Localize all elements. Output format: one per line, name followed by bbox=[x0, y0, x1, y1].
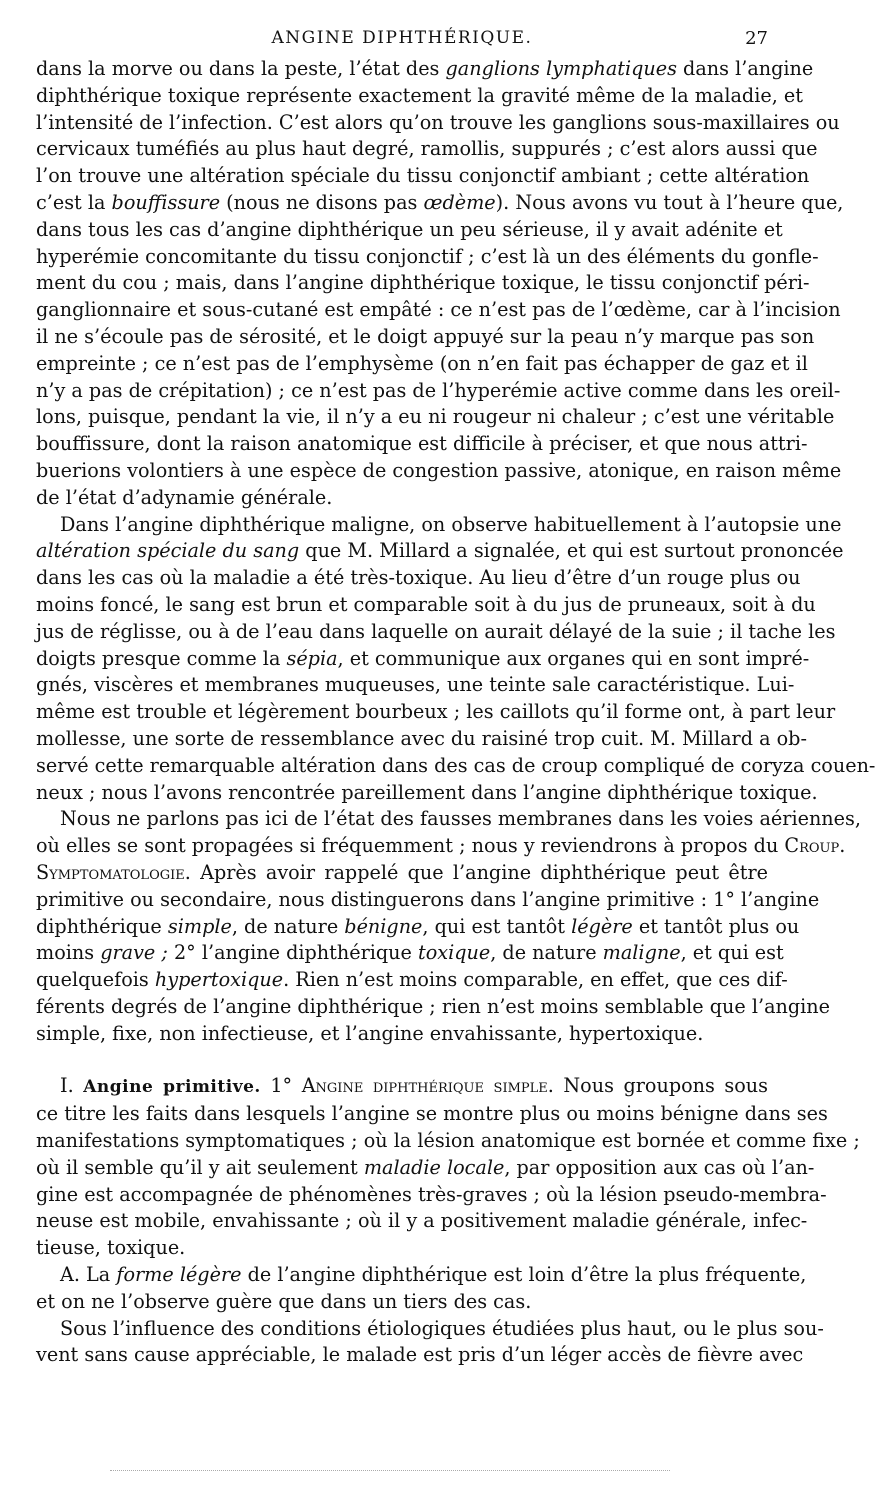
small-caps-term: Symptomatologie bbox=[36, 860, 185, 884]
italic-term: toxique bbox=[418, 941, 491, 965]
text-line bbox=[36, 217, 783, 244]
text-run: 1° bbox=[260, 1074, 302, 1098]
text-run: doigts presque comme la bbox=[36, 646, 287, 670]
text-run: dans les cas où la maladie a été très-toxique. Au lieu d’être d’un rouge plus ou bbox=[36, 566, 801, 590]
text-line bbox=[36, 994, 831, 1021]
text-run: dans l’angine bbox=[676, 57, 814, 80]
small-caps-term: Croup bbox=[784, 834, 840, 858]
text-line bbox=[36, 431, 808, 458]
text-line bbox=[36, 136, 818, 163]
text-run: , qui est tantôt bbox=[422, 914, 572, 938]
text-line bbox=[36, 914, 800, 941]
running-header bbox=[36, 26, 768, 56]
text-line bbox=[36, 1342, 804, 1369]
text-run: jus de réglisse, ou à de l’eau dans laquelle on aurait délayé de la suie ; il tache les bbox=[36, 619, 836, 643]
italic-term: œdème bbox=[423, 190, 496, 214]
text-line bbox=[36, 351, 808, 378]
text-run: ). Nous avons vu tout à l’heure que, bbox=[495, 190, 844, 214]
text-line bbox=[36, 324, 815, 351]
text-run: manifestations symptomatiques ; où la lésion anatomique est bornée et comme fixe ; bbox=[36, 1129, 860, 1153]
text-run: c’est la bbox=[36, 190, 112, 214]
text-run: n’y a pas de crépitation) ; ce n’est pas de l’hyperémie active comme dans les oreil- bbox=[36, 378, 841, 402]
text-line bbox=[36, 780, 818, 807]
text-line bbox=[36, 699, 836, 726]
text-line bbox=[36, 1235, 768, 1262]
text-line bbox=[36, 967, 788, 994]
text-run: ganglionnaire et sous-cutané est empâté : ce n’est pas de l’œdème, car à l’incision bbox=[36, 298, 841, 322]
text-run: férents degrés de l’angine diphthérique ; rien n’est moins semblable que l’angine bbox=[36, 994, 831, 1018]
text-run: de l’angine diphthérique est loin d’être la plus fréquente, bbox=[241, 1263, 807, 1287]
text-run: diphthérique bbox=[36, 914, 168, 938]
text-run: neuse est mobile, envahissante ; où il y a positivement maladie générale, infec- bbox=[36, 1209, 808, 1233]
text-line bbox=[36, 1316, 824, 1343]
text-run: gnés, viscères et membranes muqueuses, une teinte sale caractéristique. Lui- bbox=[36, 673, 795, 697]
paragraph-primary-angina bbox=[36, 1073, 860, 1262]
text-run: et on ne l’observe guère que dans un tiers des cas. bbox=[36, 1289, 532, 1313]
text-line bbox=[36, 619, 836, 646]
text-run: dans tous les cas d’angine diphthérique un peu sérieuse, il y avait adénite et bbox=[36, 217, 783, 241]
text-line bbox=[36, 56, 814, 83]
italic-term: hypertoxique bbox=[154, 968, 284, 992]
text-run: même est trouble et légèrement bourbeux ; les caillots qu’il forme ont, à part leur bbox=[36, 700, 836, 724]
italic-term: forme légère bbox=[116, 1263, 242, 1287]
text-line bbox=[36, 163, 810, 190]
text-run: bouffissure, dont la raison anatomique est difficile à préciser, et que nous attri- bbox=[36, 432, 808, 456]
text-run: empreinte ; ce n’est pas de l’emphysème (on n’en fait pas échapper de gaz et il bbox=[36, 351, 808, 375]
text-run: . bbox=[839, 834, 846, 858]
text-line bbox=[36, 110, 840, 137]
paragraph-light-form bbox=[36, 1262, 807, 1316]
text-run: . Nous groupons sous bbox=[547, 1074, 769, 1098]
text-line bbox=[36, 1021, 768, 1048]
text-run: où elles se sont propagées si fréquemment ; nous y reviendrons à propos du bbox=[36, 834, 785, 858]
text-line bbox=[36, 887, 820, 914]
section-heading: Angine primitive. bbox=[83, 1077, 261, 1098]
paragraph-symptomatology bbox=[36, 860, 831, 1048]
text-line bbox=[36, 646, 810, 673]
section-gap bbox=[36, 1047, 768, 1073]
text-line bbox=[36, 940, 784, 967]
text-line bbox=[36, 512, 842, 539]
text-line bbox=[36, 726, 807, 753]
text-run: quelquefois bbox=[36, 968, 155, 992]
text-line bbox=[36, 538, 844, 565]
text-line bbox=[36, 485, 768, 512]
text-line bbox=[36, 190, 844, 217]
text-run: I. bbox=[60, 1074, 84, 1098]
text-run: dans la morve ou dans la peste, l’état des bbox=[36, 57, 446, 80]
text-line bbox=[36, 672, 795, 699]
text-line bbox=[36, 83, 803, 110]
text-run: vent sans cause appréciable, le malade est pris d’un léger accès de fièvre avec bbox=[36, 1343, 804, 1367]
text-run: gine est accompagnée de phénomènes très-graves ; où la lésion pseudo-membra- bbox=[36, 1182, 827, 1206]
text-line bbox=[36, 1182, 827, 1209]
italic-term: altération spéciale du sang bbox=[36, 539, 300, 563]
text-run: mollesse, une sorte de ressemblance avec du raisiné trop cuit. M. Millard a ob- bbox=[36, 726, 807, 750]
page-bottom-marks bbox=[110, 1470, 670, 1473]
text-run: 2° l’angine diphthérique bbox=[167, 941, 418, 965]
text-run: , et communique aux organes qui en sont impré- bbox=[337, 646, 810, 670]
running-title: ANGINE DIPHTHÉRIQUE. bbox=[271, 28, 533, 48]
text-line bbox=[36, 1128, 860, 1155]
text-run: primitive ou secondaire, nous distinguerons dans l’angine primitive : 1° l’angine bbox=[36, 887, 820, 911]
text-run: l’intensité de l’infection. C’est alors qu’on trouve les ganglions sous-maxillaires ou bbox=[36, 110, 840, 134]
text-run: tieuse, toxique. bbox=[36, 1236, 186, 1260]
text-line bbox=[36, 833, 846, 860]
text-run: de l’état d’adynamie générale. bbox=[36, 485, 333, 509]
text-line bbox=[36, 244, 819, 271]
text-run: A. La bbox=[60, 1263, 117, 1287]
page-number: 27 bbox=[745, 28, 768, 49]
text-run: ment du cou ; mais, dans l’angine diphthérique toxique, le tissu conjonctif péri- bbox=[36, 271, 810, 295]
text-line bbox=[36, 1155, 815, 1182]
text-line bbox=[36, 404, 835, 431]
text-run: , de nature bbox=[231, 914, 345, 938]
text-line bbox=[36, 1208, 808, 1235]
text-run: . Après avoir rappelé que l’angine diphthérique peut être bbox=[184, 860, 768, 884]
text-line bbox=[36, 1101, 828, 1128]
text-run: moins foncé, le sang est brun et comparable soit à du jus de pruneaux, soit à du bbox=[36, 592, 816, 616]
text-line bbox=[36, 1073, 768, 1101]
text-run: , par opposition aux cas où l’an- bbox=[504, 1155, 815, 1179]
italic-term: grave ; bbox=[100, 941, 168, 965]
italic-term: légère bbox=[571, 914, 633, 938]
text-run: cervicaux tuméfiés au plus haut degré, ramollis, suppurés ; c’est alors aussi que bbox=[36, 137, 818, 161]
text-run: (nous ne disons pas bbox=[220, 190, 424, 214]
text-line bbox=[36, 378, 841, 405]
text-run: lons, puisque, pendant la vie, il n’y a eu ni rougeur ni chaleur ; c’est une véritable bbox=[36, 405, 835, 429]
paragraph-onset bbox=[36, 1316, 824, 1370]
italic-term: simple bbox=[167, 914, 232, 938]
small-caps-term: Angine diphthérique simple bbox=[301, 1074, 548, 1098]
page bbox=[36, 26, 875, 1369]
text-run: simple, fixe, non infectieuse, et l’angine envahissante, hypertoxique. bbox=[36, 1021, 704, 1045]
text-line bbox=[36, 1262, 807, 1289]
text-run: , et qui est bbox=[680, 941, 784, 965]
text-line bbox=[36, 297, 841, 324]
paragraph-false-membranes bbox=[36, 806, 861, 860]
text-run: Dans l’angine diphthérique maligne, on observe habituellement à l’autopsie une bbox=[60, 512, 842, 536]
text-line bbox=[36, 1289, 768, 1316]
italic-term: sépia bbox=[286, 646, 338, 670]
italic-term: ganglions lymphatiques bbox=[445, 57, 677, 80]
paragraph-lymph-nodes bbox=[36, 56, 844, 512]
italic-term: bouffissure bbox=[111, 190, 221, 214]
text-run: . Rien n’est moins comparable, en effet, que ces dif- bbox=[283, 968, 788, 992]
text-line bbox=[36, 860, 768, 887]
italic-term: maligne bbox=[602, 941, 681, 965]
body-text bbox=[36, 56, 875, 1369]
text-run: buerions volontiers à une espèce de congestion passive, atonique, en raison même bbox=[36, 458, 842, 482]
text-line bbox=[36, 458, 842, 485]
text-line bbox=[36, 753, 875, 780]
italic-term: bénigne bbox=[344, 914, 423, 938]
text-run: où il semble qu’il y ait seulement bbox=[36, 1155, 364, 1179]
text-run: Nous ne parlons pas ici de l’état des fausses membranes dans les voies aériennes, bbox=[60, 807, 861, 831]
text-run: l’on trouve une altération spéciale du tissu conjonctif ambiant ; cette altération bbox=[36, 164, 810, 188]
text-run: et tantôt plus ou bbox=[632, 914, 800, 938]
text-run: neux ; nous l’avons rencontrée pareillement dans l’angine diphthérique toxique. bbox=[36, 780, 818, 804]
text-run: servé cette remarquable altération dans des cas de croup compliqué de coryza couen- bbox=[36, 753, 875, 777]
text-run: diphthérique toxique représente exactement la gravité même de la maladie, et bbox=[36, 83, 803, 107]
text-run: ce titre les faits dans lesquels l’angine se montre plus ou moins bénigne dans ses bbox=[36, 1102, 828, 1126]
italic-term: maladie locale bbox=[363, 1155, 505, 1179]
text-run: il ne s’écoule pas de sérosité, et le doigt appuyé sur la peau n’y marque pas son bbox=[36, 324, 815, 348]
paragraph-blood-alteration bbox=[36, 512, 875, 807]
text-run: , de nature bbox=[490, 941, 603, 965]
text-line bbox=[36, 565, 801, 592]
text-line bbox=[36, 806, 861, 833]
text-run: moins bbox=[36, 941, 101, 965]
text-run: que M. Millard a signalée, et qui est surtout prononcée bbox=[299, 539, 844, 563]
text-line bbox=[36, 592, 816, 619]
text-run: hyperémie concomitante du tissu conjonctif ; c’est là un des éléments du gonfle- bbox=[36, 244, 819, 268]
text-line bbox=[36, 270, 810, 297]
text-run: Sous l’influence des conditions étiologiques étudiées plus haut, ou le plus sou- bbox=[60, 1316, 824, 1340]
